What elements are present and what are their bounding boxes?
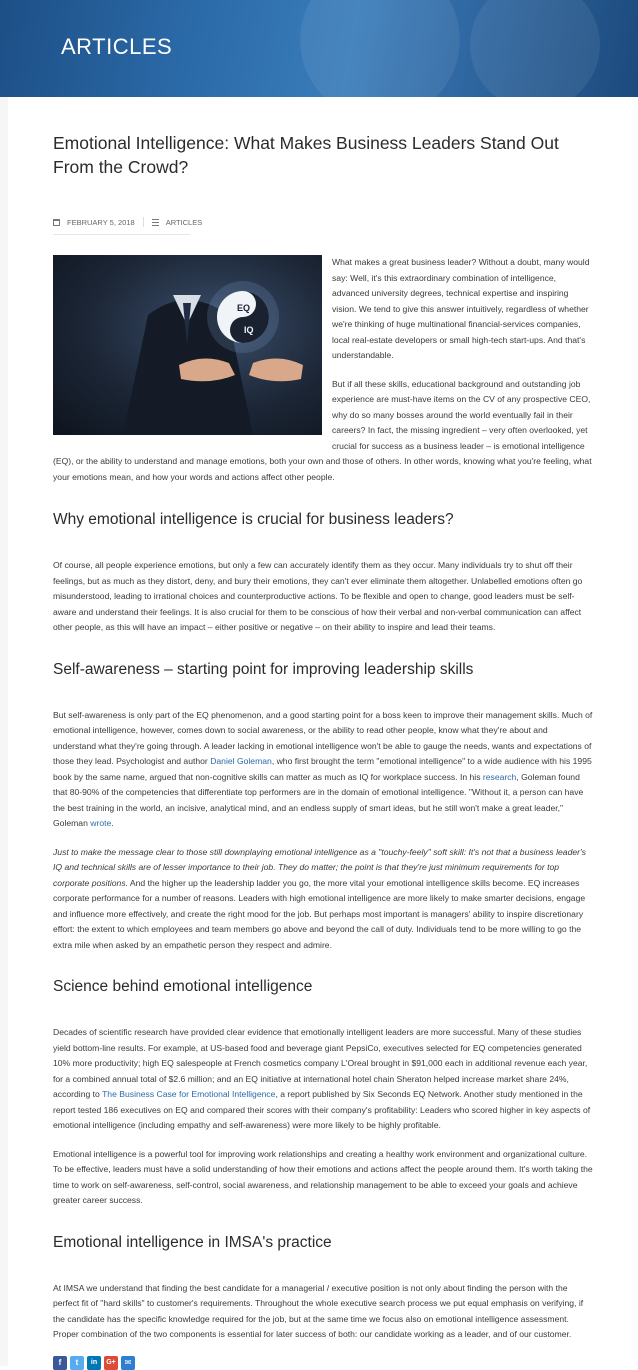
section-paragraph: Of course, all people experience emotions, but only a few can accurately identify them as they occur. Many individuals try to shut off their feelings, but as much as they distort, deny, and bury their emotions, they can't ever eliminate them altogether. Unlabelled emotions often go misunderstood, leading to irrational choices and counterproductive actions. To be flexible and open to change, good leaders must be self-aware and understand their feelings. It is also crucial for them to be conscious of how their verbal and non-verbal communication can affect other people, as this will have an impact – either positive or negative – on their ability to inspire and lead their teams.: [53, 560, 583, 632]
share-bar: [53, 1356, 593, 1370]
text-run: But self-awareness is only part of the EQ phenomenon, and a good starting point for a boss keen to improve their management skills. Much of emotional intelligence, however, comes down to social awareness, or the ability to read other people, know what they're about and understand what they're going through. A leader lacking in emotional intelligence won't be able to gauge the needs, wants and expectations of those they lead. Psychologist and author: [53, 709, 593, 766]
text-run: , Goleman found that 80-90% of the competencies that differentiate top performers are in the domain of emotional intelligence. "Without it, a person can have the best training in the world, an incisive, analytical mind, and an endless supply of smart ideas, but he still won't make a great leader," Goleman: [53, 771, 584, 828]
text-run: , a report published by Six Seconds EQ Network. Another study mentioned in the report tested 186 executives on EQ and compared their scores with their company's profitability: Leaders who scored higher in key aspects of emotional intelligence (including empathy and self-awareness) were more likely to be highly profitable.: [53, 1089, 591, 1130]
intro-paragraph: But if all these skills, educational background and outstanding job experience are must-have items on the CV of any prospective CEO, why do so many bosses around the world eventually fail in their careers? In fact, the missing ingredient – very often overlooked, yet crucial for success as a business leader – is emotional intelligence (EQ), or the ability to understand and manage emotions, both your own and those of others. In other words, knowing what you're feeling, what your emotions mean, and how your words and actions affect other people.: [53, 378, 592, 482]
section-paragraph: Emotional intelligence is a powerful tool for improving work relationships and creating a healthy work environment and organizational culture. To be effective, leaders must have a solid understanding of how their emotions and actions affect the people around them. It's worth taking the time to work on self-awareness, self-control, social awareness, and relationship management to be able to exceed your goals and achieve greater career success.: [53, 1148, 593, 1205]
banner-decoration: [470, 0, 600, 97]
section-paragraph: At IMSA we understand that finding the best candidate for a managerial / executive position is not only about finding the person with the perfect fit of "hard skills" to customer's requirements. Throughout the whole executive search process we put equal emphasis on verifying, if the candidate has the specific knowledge required for the job, but at the same time we focus also on emotional intelligence assessment. Proper combination of the two components is essential for later success of both: our candidate working as a leader, and of our customer.: [53, 1282, 584, 1339]
research-link[interactable]: research: [482, 771, 517, 782]
text-run: .: [111, 818, 114, 828]
business-case-link[interactable]: The Business Case for Emotional Intelligence: [102, 1089, 276, 1099]
post-date: FEBRUARY 5, 2018: [67, 217, 135, 227]
category-icon: [152, 219, 159, 226]
italic-text-run: Just to make the message clear to those still downplaying emotional intelligence as a "touchy-feely" soft skill: It's not that a business leader's IQ and technical skills are of lesser importance to their job. They do matter; the point is that they're just minimum requirements for top corporate positions.: [53, 846, 586, 888]
post-title: Emotional Intelligence: What Makes Business Leaders Stand Out From the Crowd?: [53, 133, 559, 177]
calendar-icon: [53, 219, 60, 226]
text-run: , who first brought the term "emotional intelligence" to a wide audience with his 1995 book by the same name, argued that non-cognitive skills can matter as much as IQ for workplace success. In his: [53, 756, 592, 782]
iq-label: IQ: [244, 325, 254, 335]
email-share-icon[interactable]: ✉: [121, 1356, 135, 1370]
article: [53, 131, 593, 1370]
daniel-goleman-link[interactable]: Daniel Goleman: [210, 756, 272, 766]
text-run: Decades of scientific research have provided clear evidence that emotionally intelligent leaders are more successful. Many of these studies yield bottom-line results. For example, at US-based food and beverage giant PepsiCo, executives selected for EQ competencies generated 10% more productivity; high EQ salespeople at French cosmetics company L'Oreal brought in $91,000 each in additional revenue each year, for a combined annual total of $2.6 million; and an EQ initiative at international hotel chain Sheraton helped increase market share 24%, according to: [53, 1027, 588, 1099]
twitter-share-icon[interactable]: t: [70, 1356, 84, 1370]
eq-iq-illustration: [53, 255, 322, 435]
page-header-banner: [0, 0, 638, 97]
text-run: And the higher up the leadership ladder you go, the more vital your emotional intelligence skills become. EQ increases corporate performance for a number of reasons. Leaders with high emotional intelligence are more likely to make smarter decisions, engage and influence more effectively, and create the right mood for the job. But perhaps most important is managers' ability to inspire discretionary effort: the extent to which employees and team members go above and beyond the call of duty. Individuals tend to be more willing to go the extra mile when asked by an empathetic person they respect and admire.: [53, 877, 586, 950]
meta-divider-line: [53, 234, 190, 235]
section-heading: Why emotional intelligence is crucial for business leaders?: [53, 511, 454, 528]
facebook-share-icon[interactable]: f: [53, 1356, 67, 1370]
featured-image: [53, 255, 322, 435]
page-title: ARTICLES: [61, 34, 173, 59]
intro-paragraph: What makes a great business leader? Without a doubt, many would say: Well, it's this extraordinary combination of intelligence, advanced university degrees, technical expertise and inspiring vision. We tend to give this answer intuitively, regardless of whether we're thinking of huge multinational financial-services companies, local real-estate developers or small high-tech start-ups. And that's understandable.: [332, 257, 590, 360]
wrote-link[interactable]: wrote: [90, 818, 112, 828]
section-paragraph: [53, 708, 593, 832]
page-edge: [0, 97, 8, 1366]
section-paragraph: [53, 1025, 593, 1134]
banner-decoration: [300, 0, 460, 97]
eq-label: EQ: [237, 303, 251, 313]
section-paragraph: [53, 845, 593, 954]
linkedin-share-icon[interactable]: in: [87, 1356, 101, 1370]
section-heading: Science behind emotional intelligence: [53, 978, 313, 995]
intro-section: [53, 255, 593, 498]
post-category-link[interactable]: ARTICLES: [165, 217, 203, 227]
section-heading: Self-awareness – starting point for improving leadership skills: [53, 660, 474, 678]
section-heading: Emotional intelligence in IMSA's practice: [53, 1233, 332, 1251]
meta-divider: [143, 217, 144, 227]
right-hand: [249, 358, 303, 381]
googleplus-share-icon[interactable]: G+: [104, 1356, 118, 1370]
post-meta: [53, 216, 593, 228]
